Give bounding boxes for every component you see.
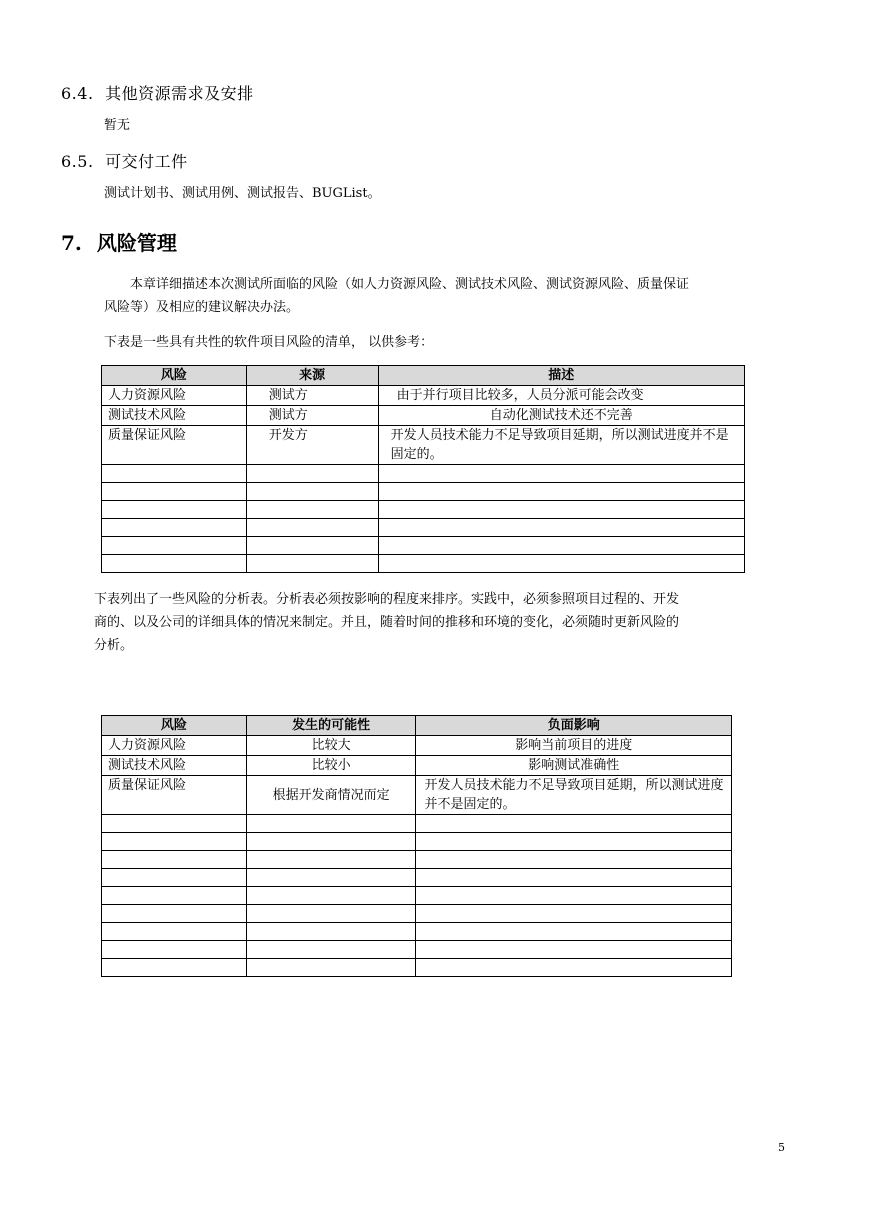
chapter-7-heading <box>61 227 177 256</box>
empty-row <box>102 959 732 977</box>
empty-row <box>102 905 732 923</box>
risk-analysis-table <box>101 715 732 977</box>
risk-cell: 人力资源风险 <box>102 386 247 406</box>
empty-row <box>102 833 732 851</box>
likelihood-cell: 比较大 <box>246 736 416 756</box>
table-header-row <box>102 716 732 736</box>
empty-row <box>102 923 732 941</box>
source-cell: 开发方 <box>246 426 378 465</box>
analysis-para-line-1: 下表列出了一些风险的分析表。分析表必须按影响的程度来排序。实践中，必须参照项目过程的、开发 <box>94 592 680 607</box>
description-cell: 开发人员技术能力不足导致项目延期，所以测试进度并不是固定的。 <box>378 426 744 465</box>
table-header-row <box>102 366 745 386</box>
empty-row <box>102 941 732 959</box>
header-cell: 风险 <box>102 366 247 386</box>
table-row <box>102 386 745 406</box>
likelihood-cell: 比较小 <box>246 756 416 776</box>
empty-row <box>102 519 745 537</box>
analysis-para-line-3: 分析。 <box>94 638 134 653</box>
empty-row <box>102 465 745 483</box>
section-number: 6.5. <box>61 152 94 171</box>
table-row <box>102 426 745 465</box>
description-cell: 自动化测试技术还不完善 <box>378 406 744 426</box>
empty-row <box>102 869 732 887</box>
empty-row <box>102 815 732 833</box>
section-6-5-heading <box>61 149 188 172</box>
section-6-4-heading <box>61 81 254 104</box>
analysis-para-line-2: 商的、以及公司的详细具体的情况来制定。并且，随着时间的推移和环境的变化，必须随时更新风险的 <box>94 615 680 630</box>
risk-list-table <box>101 365 745 573</box>
empty-row <box>102 851 732 869</box>
empty-row <box>102 887 732 905</box>
empty-row <box>102 483 745 501</box>
source-cell: 测试方 <box>246 406 378 426</box>
header-cell: 发生的可能性 <box>246 716 416 736</box>
impact-cell: 开发人员技术能力不足导致项目延期，所以测试进度并不是固定的。 <box>416 776 732 815</box>
risk-cell: 测试技术风险 <box>102 756 247 776</box>
intro-line-2: 风险等）及相应的建议解决办法。 <box>104 300 300 315</box>
empty-row <box>102 537 745 555</box>
intro-line-1: 本章详细描述本次测试所面临的风险（如人力资源风险、测试技术风险、测试资源风险、质量保证 <box>130 277 690 292</box>
section-number: 6.4. <box>61 84 94 103</box>
section-6-5-body: 测试计划书、测试用例、测试报告、BUGList。 <box>104 186 381 201</box>
section-6-4-body: 暂无 <box>104 118 131 133</box>
header-cell: 负面影响 <box>416 716 732 736</box>
chapter-title: 风险管理 <box>96 231 177 255</box>
chapter-number: 7. <box>61 231 82 255</box>
risk-cell: 质量保证风险 <box>102 776 247 815</box>
table-row <box>102 406 745 426</box>
header-cell: 来源 <box>246 366 378 386</box>
impact-cell: 影响测试准确性 <box>416 756 732 776</box>
empty-row <box>102 555 745 573</box>
likelihood-cell: 根据开发商情况而定 <box>246 776 416 815</box>
header-cell: 风险 <box>102 716 247 736</box>
impact-cell: 影响当前项目的进度 <box>416 736 732 756</box>
table1-caption: 下表是一些具有共性的软件项目风险的清单， 以供参考： <box>104 335 434 350</box>
risk-cell: 人力资源风险 <box>102 736 247 756</box>
risk-cell: 测试技术风险 <box>102 406 247 426</box>
section-title: 可交付工件 <box>105 152 188 171</box>
table-row <box>102 736 732 756</box>
page-number: 5 <box>778 1141 785 1154</box>
description-cell: 由于并行项目比较多，人员分派可能会改变 <box>378 386 744 406</box>
risk-cell: 质量保证风险 <box>102 426 247 465</box>
table-row <box>102 756 732 776</box>
source-cell: 测试方 <box>246 386 378 406</box>
empty-row <box>102 501 745 519</box>
header-cell: 描述 <box>378 366 744 386</box>
section-title: 其他资源需求及安排 <box>105 84 254 103</box>
table-row <box>102 776 732 815</box>
